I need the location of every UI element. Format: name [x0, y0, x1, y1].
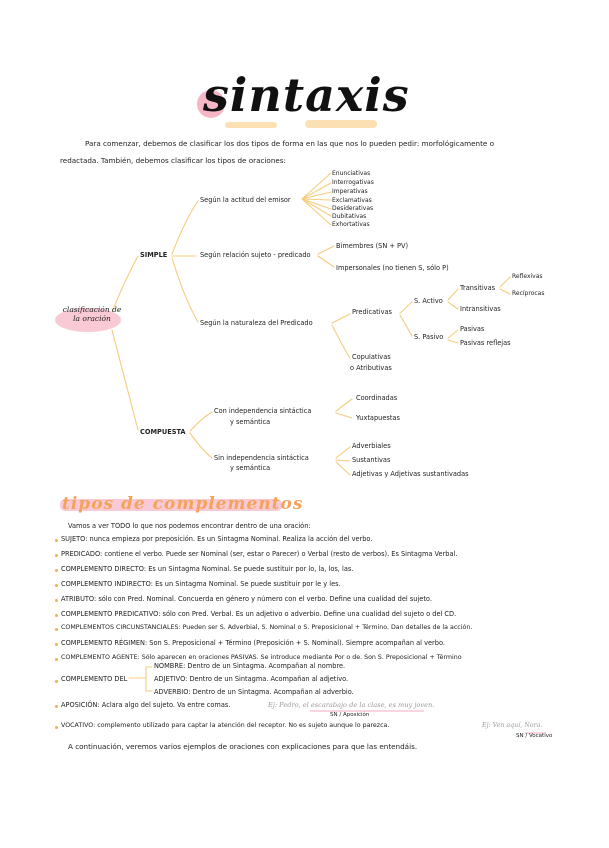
aposicion-note: SN / Aposición	[330, 712, 370, 718]
branch-relacion: Según relación sujeto - predicado	[200, 251, 311, 259]
fan-line	[336, 399, 352, 411]
node-yuxtapuestas: Yuxtapuestas	[356, 414, 400, 422]
complementos-heading: tipos de complementos	[62, 494, 304, 514]
list-item: COMPLEMENTOS CIRCUNSTANCIALES: Pueden ser S. Adverbial, S. Nominal o S. Preposicional + Término. Dan detalles de la acción.	[61, 624, 473, 631]
diagram-root: clasificación de la oración	[62, 305, 122, 323]
fan-line	[448, 302, 458, 309]
node-compuesta: COMPUESTA	[140, 428, 186, 436]
fan-line	[400, 315, 412, 336]
list-item: SUJETO: nunca empieza por preposición. Es un Sintagma Nominal. Realiza la acción del verbo.	[61, 535, 373, 543]
list-item: COMPLEMENTO INDIRECTO: Es un Sintagma Nominal. Se puede sustituir por le y les.	[61, 580, 341, 588]
fan-line	[500, 289, 510, 294]
fan-line	[302, 199, 331, 225]
intro-line-2: redactada. También, debemos clasificar los tipos de oraciones:	[60, 156, 286, 165]
actitud-item: Dubitativas	[332, 213, 367, 220]
aposicion-example: Ej: Pedro, el escarabajo de la clase, es muy joven.	[268, 701, 435, 709]
fan-line	[332, 314, 350, 323]
actitud-item: Exhortativas	[332, 221, 370, 228]
title-underline-left	[225, 122, 277, 128]
bullet-dot	[55, 628, 58, 631]
list-item: COMPLEMENTO AGENTE: Sólo aparecen en oraciones PASIVAS. Se introduce mediante Por o de. Son S. Preposicional + Término	[61, 654, 462, 661]
list-item: PREDICADO: contiene el verbo. Puede ser Nominal (ser, estar o Parecer) o Verbal (resto de verbos). Es Sintagma Verbal.	[61, 550, 458, 558]
fan-line	[318, 246, 334, 254]
node-sin-indep-2: y semántica	[230, 464, 271, 472]
node-adverbiales: Adverbiales	[352, 442, 391, 450]
fan-line	[336, 447, 350, 458]
fan-line	[336, 413, 352, 418]
actitud-item: Enunciativas	[332, 170, 371, 177]
bullet-dot	[55, 599, 58, 602]
fan-line	[500, 277, 510, 287]
complementos-intro: Vamos a ver TODO lo que nos podemos encontrar dentro de una oración:	[68, 522, 311, 530]
branch-actitud: Según la actitud del emisor	[200, 196, 291, 204]
node-reflexivas: Reflexivas	[512, 273, 543, 280]
bullet-dot	[55, 658, 58, 661]
fan-line	[302, 199, 331, 200]
complemento-del-label: COMPLEMENTO DEL	[61, 675, 128, 683]
vocativo-example: Ej: Ven aquí, Nora.	[482, 722, 543, 729]
node-sustantivas: Sustantivas	[352, 456, 391, 464]
bullet-dot	[55, 726, 58, 729]
node-sin-indep: Sin independencia sintáctica	[214, 454, 309, 462]
node-copulativas: Copulativas	[352, 353, 391, 361]
fan-line	[448, 289, 458, 300]
line-simple-naturaleza	[172, 258, 198, 322]
sub-item-nombre: NOMBRE: Dentro de un Sintagma. Acompañan al nombre.	[154, 662, 346, 670]
node-intransitivas: Intransitivas	[460, 305, 501, 313]
bullet-dot	[55, 584, 58, 587]
node-s-activo: S. Activo	[414, 297, 443, 305]
bullet-dot	[55, 643, 58, 646]
actitud-item: Imperativas	[332, 188, 368, 195]
page-title: sintaxis	[203, 68, 410, 122]
fan-line	[190, 412, 212, 431]
node-adjetivas: Adjetivas y Adjetivas sustantivadas	[352, 470, 469, 478]
fan-line	[318, 256, 334, 267]
line-root-simple	[112, 256, 138, 312]
node-simple: SIMPLE	[140, 251, 168, 259]
vocativo-note: SN / Vocativo	[516, 733, 553, 739]
line-root-compuesta	[112, 330, 138, 430]
fan-line	[448, 330, 458, 338]
aposicion-text: APOSICIÓN: Aclara algo del sujeto. Va entre comas.	[61, 701, 231, 709]
closing-text: A continuación, veremos varios ejemplos de oraciones con explicaciones para que las entendáis.	[68, 742, 418, 751]
node-transitivas: Transitivas	[460, 284, 496, 292]
node-coordinadas: Coordinadas	[356, 394, 398, 402]
vocativo-text: VOCATIVO: complemento utilizado para captar la atención del receptor. No es sujeto aunque lo parezca.	[61, 722, 390, 729]
list-item: COMPLEMENTO DIRECTO: Es un Sintagma Nominal. Se puede sustituir por lo, la, los, las.	[61, 565, 354, 573]
node-bimembres: Bimembres (SN + PV)	[336, 242, 409, 250]
bullet-dot	[55, 705, 58, 708]
node-pasivas-reflejas: Pasivas reflejas	[460, 339, 511, 347]
actitud-item: Interrogativas	[332, 179, 374, 186]
node-con-indep-2: y semántica	[230, 418, 271, 426]
sub-item-adjetivo: ADJETIVO: Dentro de un Sintagma. Acompañan al adjetivo.	[154, 675, 349, 683]
branch-naturaleza: Según la naturaleza del Predicado	[200, 319, 313, 327]
node-atributivas: o Atributivas	[350, 364, 392, 372]
fan-line	[400, 302, 412, 313]
fan-line	[332, 325, 350, 358]
node-s-pasivo: S. Pasivo	[414, 333, 444, 341]
list-item: COMPLEMENTO RÉGIMEN: Son S. Preposicional + Término (Preposición + S. Nominal). Siempre acompañan al verbo.	[61, 639, 445, 647]
line-simple-actitud	[172, 201, 198, 254]
fan-line	[336, 460, 350, 461]
node-impersonales: Impersonales (no tienen S, sólo P)	[336, 264, 449, 272]
node-predicativas: Predicativas	[352, 308, 392, 316]
sub-item-adverbio: ADVERBIO: Dentro de un Sintagma. Acompañan al adverbio.	[154, 688, 354, 696]
node-reciprocas: Recíprocas	[512, 290, 545, 297]
list-item: COMPLEMENTO PREDICATIVO: sólo con Pred. Verbal. Es un adjetivo o adverbio. Define una cualidad del sujeto o del CD.	[61, 610, 457, 618]
bullet-dot	[55, 539, 58, 542]
bullet-dot	[55, 569, 58, 572]
bullet-dot	[55, 680, 58, 683]
bracket	[146, 667, 152, 691]
fan-line	[336, 462, 350, 475]
fan-line	[448, 340, 458, 343]
intro-line-1: Para comenzar, debemos de clasificar los dos tipos de forma en las que nos lo pueden pedir: morfológicamente o	[85, 139, 495, 148]
node-con-indep: Con independencia sintáctica	[214, 407, 312, 415]
node-pasivas: Pasivas	[460, 325, 485, 333]
list-item: ATRIBUTO: sólo con Pred. Nominal. Concuerda en género y número con el verbo. Define una cualidad del sujeto.	[61, 595, 432, 603]
bullet-dot	[55, 554, 58, 557]
actitud-item: Exclamativas	[332, 197, 372, 204]
fan-line	[190, 433, 212, 458]
actitud-item: Desiderativas	[332, 205, 374, 212]
bullet-dot	[55, 614, 58, 617]
